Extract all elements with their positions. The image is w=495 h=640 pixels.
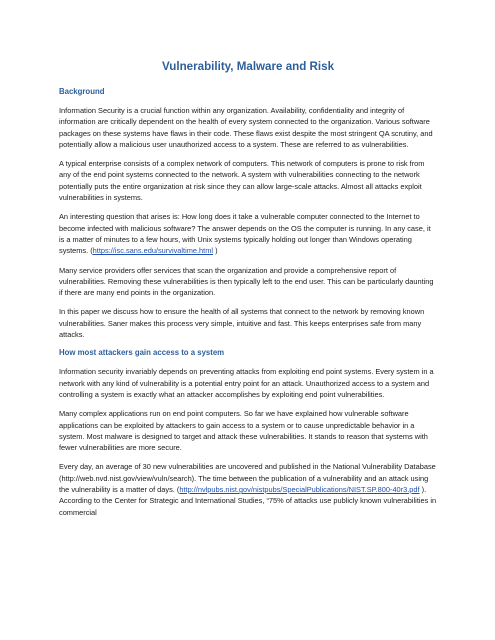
- document-title: Vulnerability, Malware and Risk: [161, 60, 335, 73]
- document-page: [59, 60, 437, 526]
- section-heading-attackers: How most attackers gain access to a system: [59, 348, 225, 358]
- paragraph-text: ): [213, 246, 218, 256]
- attackers-paragraph-3: [59, 461, 437, 517]
- background-paragraph-4: Many service providers offer services that scan the organization and provide a comprehensive report of vulnerabilities. Removing these vulnerabilities is then typically left to the end user. This can be particularly daunting if there are many end points in the organization.: [59, 265, 434, 298]
- background-paragraph-1: Information Security is a crucial function within any organization. Availability, confidentiality and integrity of information are critically dependent on the health of every system connected to the organization. Various software packages on these systems have flaws in their code. These flaws exist despite the most stringent QA scrutiny, and potentially allow a malicious user unauthorized access to a system. These are referred to as vulnerabilities.: [59, 106, 433, 149]
- nist-publication-link[interactable]: http://nvlpubs.nist.gov/nistpubs/SpecialPublications/NIST.SP.800-40r3.pdf: [179, 485, 420, 495]
- paragraph-text: An interesting question that arises is: How long does it take a vulnerable computer connected to the Internet to become infected with malicious software? The answer depends on the OS the computer is running. In any case, it is a matter of minutes to a few hours, with Unix systems typically holding out longer than Windows operating systems. (: [59, 212, 431, 256]
- section-heading-background: Background: [59, 87, 105, 96]
- survival-time-link[interactable]: https://isc.sans.edu/survivaltime.html: [92, 246, 214, 256]
- paragraph-text: Every day, an average of 30 new vulnerabilities are uncovered and published in the National Vulnerability Database (http://web.nvd.nist.gov/view/vuln/search). The time between the publication of a vulnerability and an attack using the vulnerability is a matter of days. (: [59, 462, 436, 495]
- paragraph-text: ). According to the Center for Strategic and International Studies, “75% of attacks use publicly known vulnerabilities in commercial: [59, 485, 437, 517]
- background-paragraph-5: In this paper we discuss how to ensure the health of all systems that connect to the network by removing known vulnerabilities. Saner makes this process very simple, intuitive and fast. This keeps enterprises safe from many attacks.: [59, 307, 425, 340]
- background-paragraph-3: [59, 211, 437, 256]
- attackers-paragraph-2: Many complex applications run on end point computers. So far we have explained how vulnerable software applications can be exploited by attackers to gain access to a system or to cause unpredictable behavior in a system. Most malware is designed to target and attack these vulnerabilities. It stands to reason that systems with fewer vulnerabilities are more secure.: [59, 409, 428, 453]
- background-paragraph-2: A typical enterprise consists of a complex network of computers. This network of computers is prone to risk from any of the end point systems connected to the network. A system with vulnerabilities connecting to the network potentially puts the entire organization at risk since they can allow large-scale attacks. Almost all attacks exploit vulnerabilities in systems.: [59, 159, 425, 203]
- attackers-paragraph-1: Information security invariably depends on preventing attacks from exploiting end point systems. Every system in a network with any kind of vulnerability is a potential entry point for an attack. Unauthorized access to a system and controlling a system is exactly what an attacker accomplishes by exploiting end point vulnerabilities.: [59, 367, 434, 399]
